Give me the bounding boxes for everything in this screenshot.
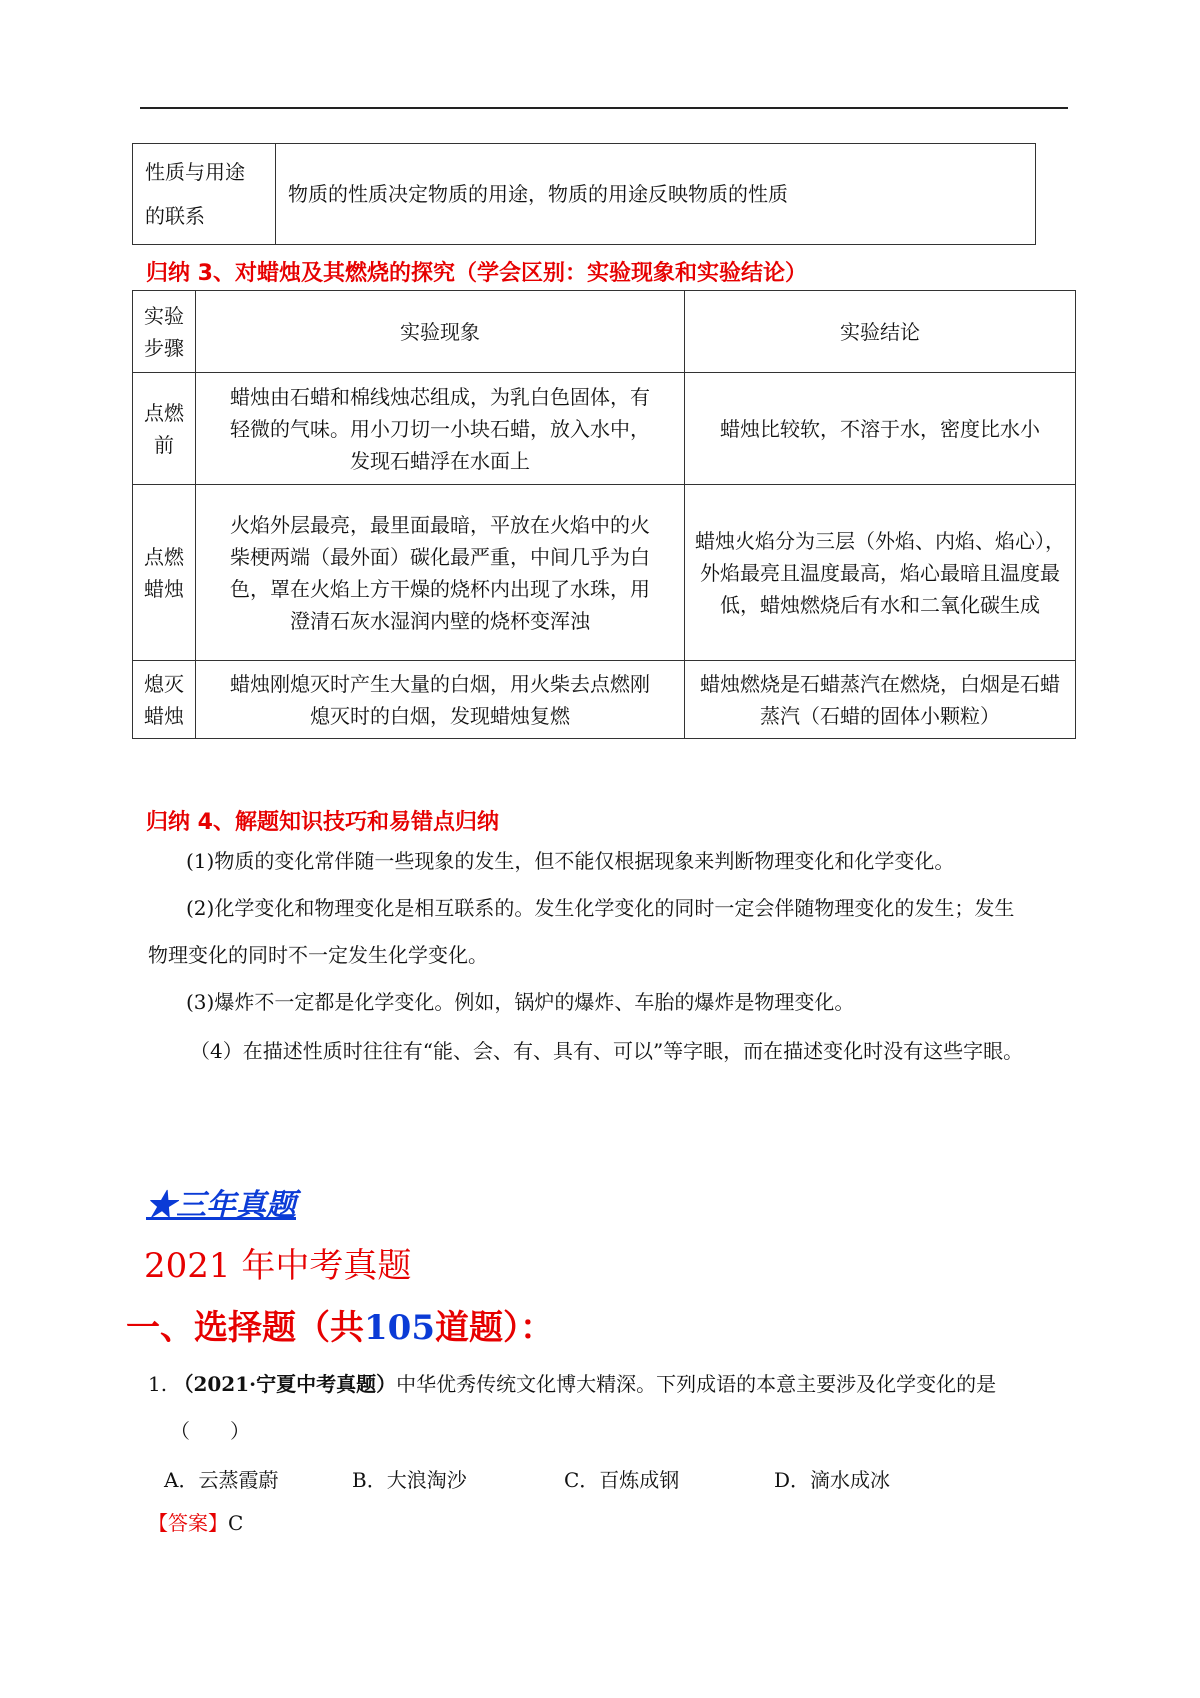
observation-line: 熄灭时的白烟，发现蜡烛复燃: [310, 703, 570, 728]
table-row: [133, 485, 1076, 661]
heading-summary-3: 归纳 3、对蜡烛及其燃烧的探究（学会区别：实验现象和实验结论）: [146, 261, 807, 286]
option-a: A．云蒸霞蔚: [164, 1468, 279, 1492]
option-d: D．滴水成冰: [774, 1468, 891, 1492]
question-stem: [148, 1368, 996, 1397]
row-step-line: 蜡烛: [144, 576, 184, 601]
answer-label: 【答案】: [148, 1511, 228, 1535]
conclusion-line: 外焰最亮且温度最高，焰心最暗且温度最: [700, 560, 1060, 585]
question-number: 1.: [148, 1372, 168, 1396]
property-use-table: [132, 143, 1036, 245]
heading-summary-4: 归纳 4、解题知识技巧和易错点归纳: [146, 810, 499, 835]
answer: [148, 1507, 243, 1536]
tip-paragraph: (1)物质的变化常伴随一些现象的发生，但不能仅根据现象来判断物理变化和化学变化。: [186, 849, 955, 873]
row-observation: [196, 373, 685, 485]
header-rule: [140, 107, 1068, 109]
year-title: 2021 年中考真题: [144, 1246, 412, 1286]
tip-paragraph: (3)爆炸不一定都是化学变化。例如，锅炉的爆炸、车胎的爆炸是物理变化。: [186, 990, 855, 1014]
header-step-line: 实验: [144, 303, 184, 328]
tip-paragraph: (2)化学变化和物理变化是相互联系的。发生化学变化的同时一定会伴随物理变化的发生；发生: [186, 896, 1015, 920]
observation-line: 蜡烛刚熄灭时产生大量的白烟，用火柴去点燃刚: [230, 671, 650, 696]
choice-section-title: [126, 1300, 554, 1349]
question-text: 中华优秀传统文化博大精深。下列成语的本意主要涉及化学变化的是: [396, 1372, 997, 1396]
candle-experiment-table: [132, 290, 1076, 739]
header-observation: 实验现象: [196, 291, 685, 373]
header-conclusion: 实验结论: [685, 291, 1076, 373]
table-row: [133, 144, 1036, 245]
question-source: （2021·宁夏中考真题）: [173, 1372, 397, 1396]
row-conclusion: [685, 661, 1076, 739]
conclusion-line: 蜡烛燃烧是石蜡蒸汽在燃烧，白烟是石蜡: [700, 671, 1060, 696]
header-step: [133, 291, 196, 373]
answer-value: C: [228, 1511, 244, 1535]
answer-blank: （ ）: [170, 1419, 250, 1443]
tip-paragraph: 物理变化的同时不一定发生化学变化。: [148, 943, 488, 967]
row-step: [133, 373, 196, 485]
choice-title-prefix: 一、选择题（共: [126, 1308, 364, 1348]
table-row: [133, 661, 1076, 739]
row-label-line: 性质与用途: [145, 160, 245, 184]
row-content: 物质的性质决定物质的用途，物质的用途反映物质的性质: [276, 144, 1036, 245]
row-step: [133, 661, 196, 739]
observation-line: 蜡烛由石蜡和棉线烛芯组成，为乳白色固体，有: [230, 384, 650, 409]
conclusion-line: 蜡烛比较软，不溶于水，密度比水小: [720, 416, 1040, 441]
row-label-line: 的联系: [145, 204, 205, 228]
row-step-line: 点燃: [144, 544, 184, 569]
row-conclusion: [685, 373, 1076, 485]
observation-line: 色，罩在火焰上方干燥的烧杯内出现了水珠，用: [230, 576, 650, 601]
question-count: 105: [364, 1308, 435, 1348]
row-step: [133, 485, 196, 661]
observation-line: 轻微的气味。用小刀切一小块石蜡，放入水中，: [230, 416, 650, 441]
option-b: B．大浪淘沙: [352, 1468, 467, 1492]
table-header-row: [133, 291, 1076, 373]
option-c: C．百炼成钢: [564, 1468, 680, 1492]
tip-paragraph: （4）在描述性质时往往有“能、会、有、具有、可以”等字眼，而在描述变化时没有这些字眼。: [190, 1039, 1024, 1063]
section-title: ★三年真题: [146, 1188, 296, 1223]
row-step-line: 前: [154, 432, 174, 457]
row-conclusion: [685, 485, 1076, 661]
row-label: [133, 144, 276, 245]
observation-line: 火焰外层最亮，最里面最暗，平放在火焰中的火: [230, 512, 650, 537]
conclusion-line: 蜡烛火焰分为三层（外焰、内焰、焰心），: [695, 528, 1065, 553]
row-observation: [196, 661, 685, 739]
observation-line: 澄清石灰水湿润内壁的烧杯变浑浊: [290, 608, 590, 633]
choice-title-suffix: 道题）：: [434, 1308, 554, 1348]
row-observation: [196, 485, 685, 661]
table-row: [133, 373, 1076, 485]
conclusion-line: 蒸汽（石蜡的固体小颗粒）: [760, 703, 1000, 728]
observation-line: 发现石蜡浮在水面上: [350, 448, 530, 473]
observation-line: 柴梗两端（最外面）碳化最严重，中间几乎为白: [230, 544, 650, 569]
conclusion-line: 低，蜡烛燃烧后有水和二氧化碳生成: [720, 592, 1040, 617]
row-step-line: 点燃: [144, 400, 184, 425]
header-step-line: 步骤: [144, 335, 184, 360]
row-step-line: 熄灭: [144, 671, 184, 696]
row-step-line: 蜡烛: [144, 703, 184, 728]
